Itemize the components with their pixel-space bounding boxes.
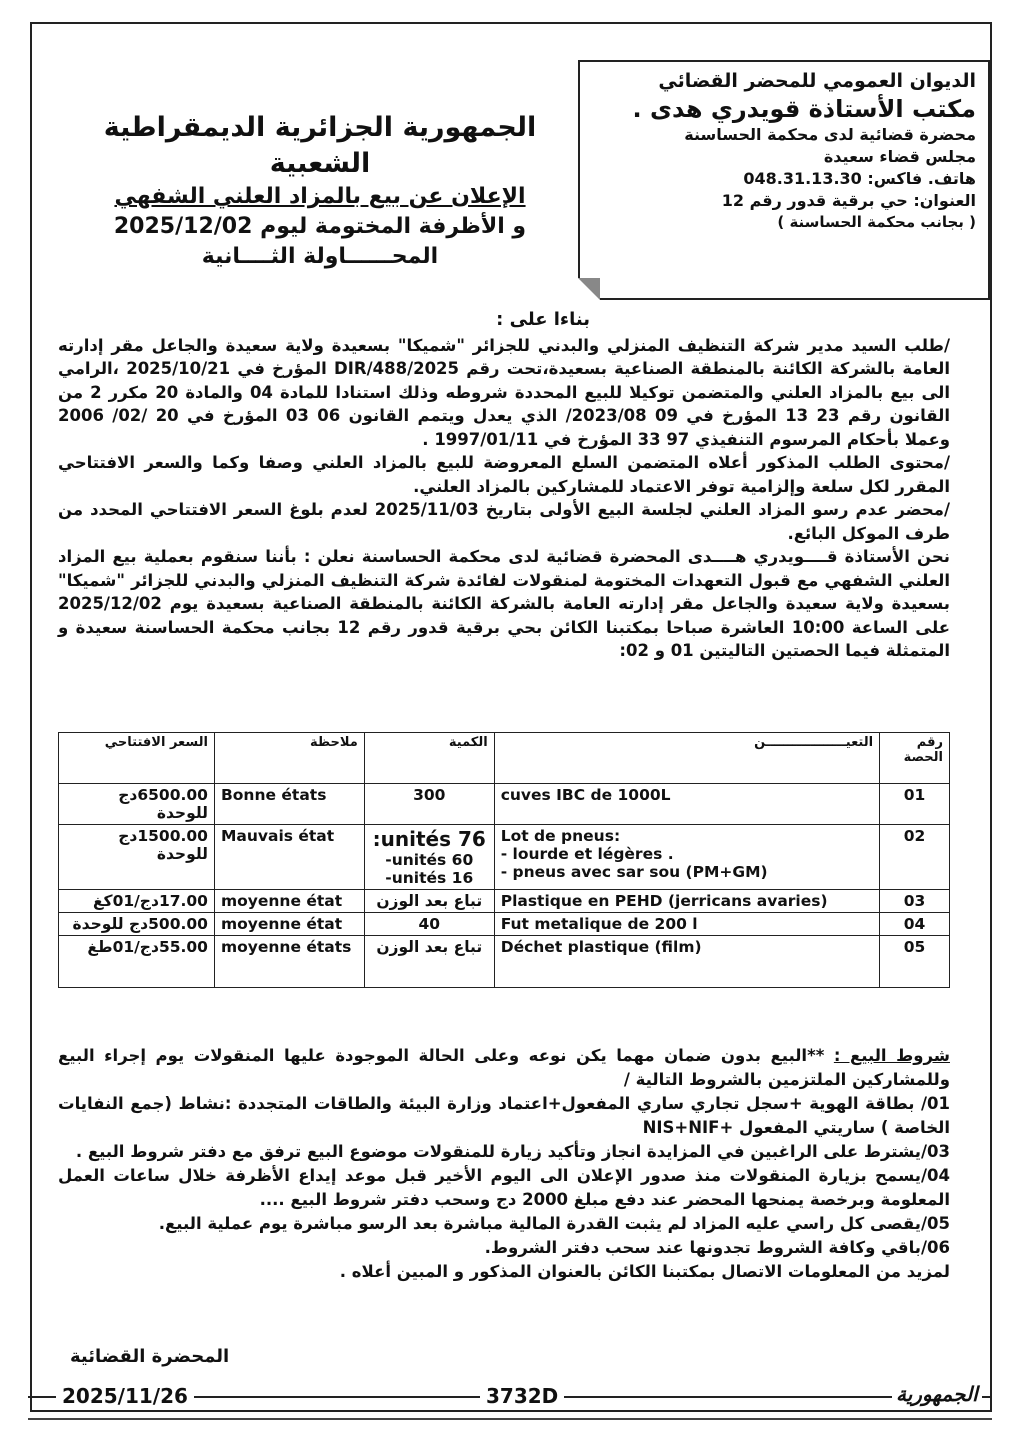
lot-designation-line: - pneus avec sar sou (PM+GM) [500, 863, 768, 881]
lot-price: 6500.00دج للوحدة [59, 784, 215, 825]
table-row [59, 784, 950, 825]
lot-quantity-line: 16 unités- [385, 869, 474, 887]
lot-note: Mauvais état [214, 825, 364, 890]
office-line4: مجلس قضاء سعيدة [823, 147, 976, 166]
footer-date: 2025/11/26 [56, 1384, 194, 1408]
lot-designation: cuves IBC de 1000L [494, 784, 879, 825]
phone-number: 048.31.13.30 [743, 169, 862, 188]
lot-designation: Déchet plastique (film) [494, 936, 879, 988]
lot-quantity: تباع بعد الوزن [364, 890, 494, 913]
condition-05: 05/يقصى كل راسي عليه المزاد لم يثبت القدرة المالية مباشرة بعد الرسو مباشرة يوم عملية البيع. [158, 1214, 950, 1233]
condition-01: 01/ بطاقة الهوية +سجل تجاري ساري المفعول+اعتماد وزارة البيئة والطاقات المتجددة :نشاط (جمع النفايات الخاصة ) ساريتي المفعول +NIS+NIF [58, 1094, 950, 1137]
lot-quantity: 40 [364, 913, 494, 936]
lot-designation-line: Lot de pneus: [500, 827, 621, 845]
office-address-note: ( بجانب محكمة الحساسنة ) [777, 213, 976, 231]
body-paragraph-4: نحن الأستاذة قــــويدري هــــدى المحضرة قضائية لدى محكمة الحساسنة نعلن : بأننا سنقوم بعملية بيع المزاد العلني الشفهي مع قبول التعهدات المختومة لمنقولات لفائدة شركة التنظيف المنزلي والبدني للجزائر "شميكا" بسعيدة ولاية سعيدة والجاعل مقر إدارته العامة بالشركة الكائنة بالمنطقة الصناعية بسعيدة يوم 2025/12/02 على الساعة 10:00 العاشرة صباحا بمكتبنا الكائن بحي برقية قدور رقم 12 بجانب محكمة الحساسنة سعيدة و المتمثلة فيما الحصتين التاليتين 01 و 02: [58, 547, 950, 660]
attempt-label: المحــــــاولة الثــــانية [201, 244, 439, 269]
bailiff-office-box [578, 60, 990, 300]
lot-note: moyenne état [214, 890, 364, 913]
lot-number: 01 [880, 784, 950, 825]
lot-designation [494, 825, 879, 890]
lot-price: 55.00دج/01طغ [59, 936, 215, 988]
table-row [59, 825, 950, 890]
lot-quantity-total: 76 unités: [372, 827, 486, 851]
lot-designation-line: - lourde et légères . [500, 845, 674, 863]
announcement-date: و الأظرفة المختومة ليوم 2025/12/02 [113, 214, 527, 239]
table-row [59, 890, 950, 913]
sale-conditions [58, 1044, 950, 1284]
office-line1: الديوان العمومي للمحضر القضائي [658, 70, 976, 92]
lots-table [58, 732, 950, 988]
lot-number: 04 [880, 913, 950, 936]
page-fold-corner [578, 278, 600, 300]
lot-quantity [364, 825, 494, 890]
lot-number: 02 [880, 825, 950, 890]
conditions-intro-text: **البيع بدون ضمان مهما يكن نوعه وعلى الحالة الموجودة عليها المنقولات يوم إجراء البيع وللمشاركين الملتزمين بالشروط التالية / [58, 1046, 950, 1089]
header-lot-number: رقم الحصة [880, 733, 950, 784]
table-row [59, 936, 950, 988]
announcement-body [58, 308, 950, 663]
lot-price: 1500.00دج للوحدة [59, 825, 215, 890]
lot-note: moyenne état [214, 913, 364, 936]
announcement-heading [60, 110, 580, 272]
conditions-title: شروط البيع : [833, 1046, 950, 1065]
bottom-rule [28, 1418, 992, 1420]
lot-note: moyenne états [214, 936, 364, 988]
office-line3: محضرة قضائية لدى محكمة الحساسنة [684, 125, 976, 144]
condition-06: 06/باقي وكافة الشروط تجدونها عند سحب دفتر الشروط. [484, 1238, 950, 1257]
header-opening-price: السعر الافتتاحي [59, 733, 215, 784]
condition-04: 04/يسمح بزيارة المنقولات منذ صدور الإعلان الى اليوم الأخير قبل موعد إيداع الأظرفة خلال ساعات العمل المعلومة وبرخصة يمنحها المحضر عند دفع مبلغ 2000 دج وسحب دفتر شروط البيع .... [58, 1166, 950, 1209]
lot-price: 500.00دج للوحدة [59, 913, 215, 936]
table-row [59, 913, 950, 936]
table-header-row [59, 733, 950, 784]
more-info: لمزيد من المعلومات الاتصال بمكتبنا الكائن بالعنوان المذكور و المبين أعلاه . [339, 1262, 950, 1281]
office-name: مكتب الأستاذة قويدري هدى . [632, 95, 976, 123]
office-address: العنوان: حي برقية قدور رقم 12 [721, 191, 976, 210]
lot-quantity-line: 60 unités- [385, 851, 474, 869]
announcement-title: الإعلان عن بيع بالمزاد العلني الشفهي [114, 184, 526, 209]
newspaper-logo: الجمهورية [892, 1382, 982, 1406]
header-note: ملاحظة [214, 733, 364, 784]
condition-03: 03/يشترط على الراغبين في المزايدة انجاز وتأكيد زيارة للمنقولات موضوع البيع ترفق مع دفتر شروط البيع . [75, 1142, 950, 1161]
body-paragraph-3: /محضر عدم رسو المزاد العلني لجلسة البيع الأولى بتاريخ 2025/11/03 لعدم بلوغ السعر الافتتاحي المحدد من طرف الموكل البائع. [58, 500, 950, 543]
header-quantity: الكمية [364, 733, 494, 784]
lot-quantity: تباع بعد الوزن [364, 936, 494, 988]
conditions-intro [58, 1044, 950, 1092]
lot-number: 05 [880, 936, 950, 988]
lot-quantity: 300 [364, 784, 494, 825]
republic-title: الجمهورية الجزائرية الديمقراطية الشعبية [103, 112, 537, 179]
office-phone [588, 168, 976, 190]
phone-label: هاتف. فاكس: [867, 169, 976, 188]
based-on-label: بناءا على : [496, 309, 590, 330]
lot-number: 03 [880, 890, 950, 913]
lot-price: 17.00دج/01كغ [59, 890, 215, 913]
lot-note: Bonne états [214, 784, 364, 825]
body-paragraph-1: /طلب السيد مدير شركة التنظيف المنزلي والبدني للجزائر "شميكا" بسعيدة ولاية سعيدة والجاعل مقر إدارته العامة بالشركة الكائنة بالمنطقة الصناعية بسعيدة،تحت رقم 2025/DIR/488 المؤرخ في 2025/10/21 ،الرامي الى بيع بالمزاد العلني والمتضمن توكيلا للبيع المحددة شروطه وذلك استنادا للمادة 04 والمادة 20 مكرر 2 من القانون رقم 23 13 المؤرخ في 09 2023/08/ الذي يعدل ويتمم القانون 06 03 المؤرخ في 20 /02/ 2006 وعملا بأحكام المرسوم التنفيذي 97 33 المؤرخ في 1997/01/11 . [58, 335, 951, 449]
lot-designation: Plastique en PEHD (jerricans avaries) [494, 890, 879, 913]
signature: المحضرة القضائية [70, 1346, 230, 1367]
page-footer [20, 1380, 1000, 1416]
footer-code: 3732D [480, 1384, 564, 1408]
header-designation: التعيــــــــــــــــــن [494, 733, 879, 784]
lot-designation: Fut metalique de 200 l [494, 913, 879, 936]
body-paragraph-2: /محتوى الطلب المذكور أعلاه المتضمن السلع المعروضة للبيع بالمزاد العلني وصفا وكما والسعر الافتتاحي المقرر لكل سلعة وإلزامية توفر الاعتماد للمشاركين بالمزاد العلني. [58, 453, 950, 496]
